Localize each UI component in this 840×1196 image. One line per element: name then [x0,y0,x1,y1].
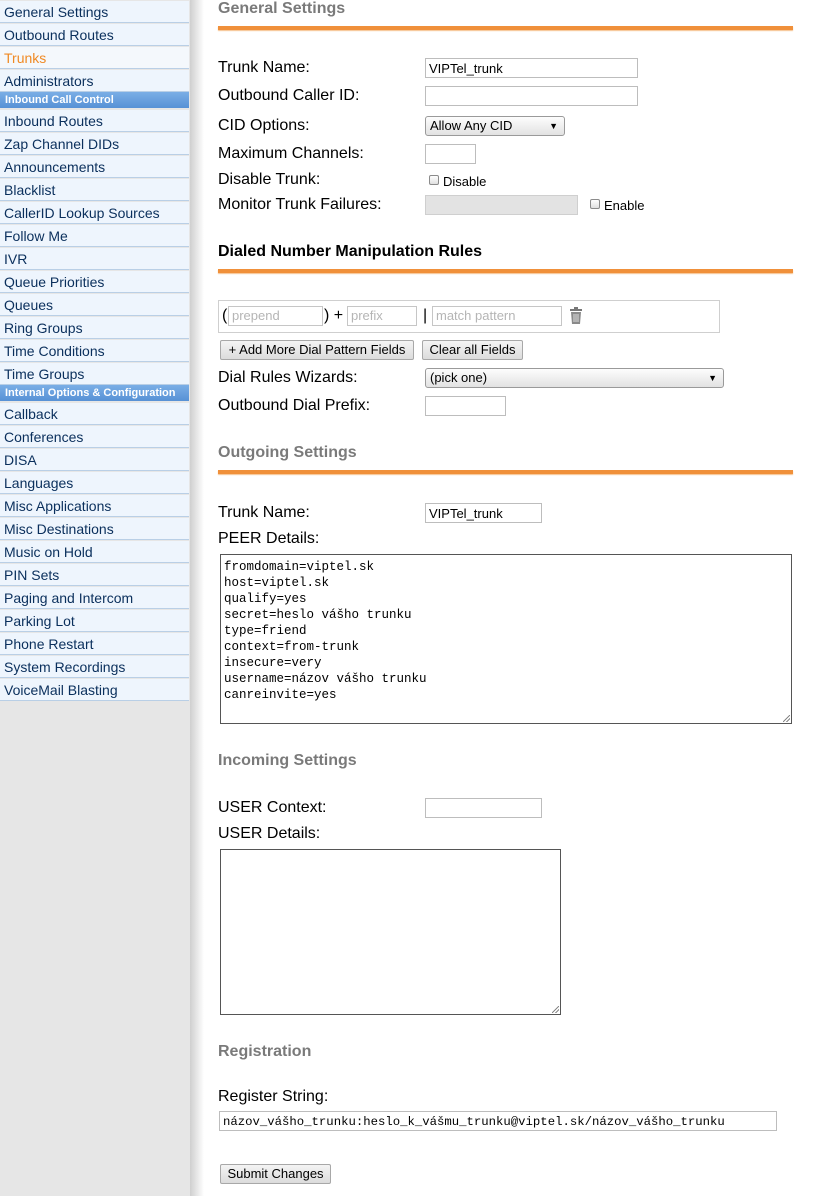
prefix-input[interactable]: prefix [347,306,417,326]
clear-fields-button[interactable]: Clear all Fields [422,340,523,360]
sidebar-item-voicemail-blasting[interactable]: VoiceMail Blasting [0,679,189,701]
sidebar-item-trunks[interactable]: Trunks [0,47,189,69]
sidebar-item-queues[interactable]: Queues [0,294,189,316]
add-dial-pattern-button[interactable]: + Add More Dial Pattern Fields [220,340,414,360]
dropdown-arrow-icon: ▼ [708,373,717,383]
outbound-dial-prefix-label: Outbound Dial Prefix: [218,397,371,414]
sidebar-item-callback[interactable]: Callback [0,403,189,425]
max-channels-input[interactable] [425,144,476,164]
sidebar-item-languages[interactable]: Languages [0,472,189,494]
outgoing-trunk-name-input[interactable] [425,503,542,523]
sidebar-item-music-on-hold[interactable]: Music on Hold [0,541,189,563]
general-settings-heading: General Settings [218,0,346,17]
trunk-name-input[interactable] [425,58,638,78]
peer-details-textarea[interactable] [220,554,792,724]
peer-detail-line: fromdomain=viptel.sk [224,560,375,574]
cid-options-label: CID Options: [218,117,310,134]
peer-detail-line: canreinvite=yes [224,688,337,702]
sidebar-shadow [190,0,204,1196]
trash-icon[interactable] [569,307,583,324]
sidebar-item-callerid-lookup-sources[interactable]: CallerID Lookup Sources [0,202,189,224]
peer-detail-line: host=viptel.sk [224,576,330,590]
sidebar-item-disa[interactable]: DISA [0,449,189,471]
dial-rules-wizards-label: Dial Rules Wizards: [218,369,358,386]
outbound-callerid-label: Outbound Caller ID: [218,87,360,104]
sidebar-item-outbound-routes[interactable]: Outbound Routes [0,24,189,46]
monitor-trunk-input[interactable] [425,195,578,215]
registration-heading: Registration [218,1043,312,1060]
peer-detail-line: context=from-trunk [224,640,360,654]
resize-handle-icon[interactable] [783,715,790,722]
prepend-input[interactable]: prepend [228,306,323,326]
disable-trunk-label: Disable Trunk: [218,171,321,188]
sidebar-item-inbound-routes[interactable]: Inbound Routes [0,110,189,132]
sidebar-item-misc-destinations[interactable]: Misc Destinations [0,518,189,540]
trunk-name-label: Trunk Name: [218,59,310,76]
sidebar-section-header: Inbound Call Control [0,92,189,108]
dial-rules-wizards-select[interactable] [425,368,724,388]
peer-details-label: PEER Details: [218,530,320,547]
sidebar-item-general-settings[interactable]: General Settings [0,1,189,23]
submit-changes-button[interactable]: Submit Changes [220,1164,331,1184]
disable-checkbox-label: Disable [443,174,487,189]
enable-monitor-checkbox[interactable] [590,199,600,209]
sidebar-item-zap-channel-dids[interactable]: Zap Channel DIDs [0,133,189,155]
cid-options-select[interactable] [425,116,565,136]
user-context-label: USER Context: [218,799,327,816]
user-details-label: USER Details: [218,825,321,842]
sidebar-item-queue-priorities[interactable]: Queue Priorities [0,271,189,293]
peer-detail-line: secret=heslo vášho trunku [224,608,412,622]
sidebar-item-blacklist[interactable]: Blacklist [0,179,189,201]
outgoing-trunk-name-label: Trunk Name: [218,504,310,521]
open-paren: ( [222,307,228,324]
pipe-separator: | [423,307,428,324]
register-string-input[interactable] [219,1111,777,1131]
divider [218,269,793,273]
peer-detail-line: insecure=very [224,656,322,670]
cid-options-value: Allow Any CID [430,118,513,133]
sidebar-section-header: Internal Options & Configuration [0,385,189,401]
outgoing-settings-heading: Outgoing Settings [218,444,357,461]
outbound-dial-prefix-input[interactable] [425,396,506,416]
register-string-value: názov_vášho_trunku:heslo_k_vášmu_trunku@viptel.sk/názov_vášho_trunku [223,1115,725,1129]
outbound-callerid-input[interactable] [425,86,638,106]
register-string-label: Register String: [218,1088,329,1105]
sidebar-item-paging-and-intercom[interactable]: Paging and Intercom [0,587,189,609]
resize-handle-icon[interactable] [552,1006,559,1013]
peer-details-content [224,559,788,703]
divider [218,26,793,30]
sidebar-item-follow-me[interactable]: Follow Me [0,225,189,247]
sidebar-item-time-groups[interactable]: Time Groups [0,363,189,385]
sidebar-item-conferences[interactable]: Conferences [0,426,189,448]
peer-detail-line: type=friend [224,624,307,638]
enable-checkbox-label: Enable [604,198,645,213]
sidebar-item-administrators[interactable]: Administrators [0,70,189,92]
monitor-trunk-label: Monitor Trunk Failures: [218,196,382,213]
sidebar-item-ring-groups[interactable]: Ring Groups [0,317,189,339]
divider [218,470,793,474]
disable-trunk-checkbox[interactable] [429,175,439,185]
close-paren-plus: ) + [324,307,344,324]
sidebar-item-system-recordings[interactable]: System Recordings [0,656,189,678]
user-details-textarea[interactable] [220,849,561,1015]
peer-detail-line: qualify=yes [224,592,307,606]
peer-detail-line: username=názov vášho trunku [224,672,427,686]
dial-rules-heading: Dialed Number Manipulation Rules [218,243,483,260]
sidebar-item-ivr[interactable]: IVR [0,248,189,270]
sidebar-item-parking-lot[interactable]: Parking Lot [0,610,189,632]
match-pattern-input[interactable]: match pattern [432,306,562,326]
wizards-value: (pick one) [430,370,488,385]
sidebar-item-announcements[interactable]: Announcements [0,156,189,178]
sidebar-item-pin-sets[interactable]: PIN Sets [0,564,189,586]
incoming-settings-heading: Incoming Settings [218,752,357,769]
sidebar-item-misc-applications[interactable]: Misc Applications [0,495,189,517]
max-channels-label: Maximum Channels: [218,145,364,162]
dropdown-arrow-icon: ▼ [549,121,558,131]
sidebar-item-time-conditions[interactable]: Time Conditions [0,340,189,362]
user-context-input[interactable] [425,798,542,818]
sidebar-item-phone-restart[interactable]: Phone Restart [0,633,189,655]
